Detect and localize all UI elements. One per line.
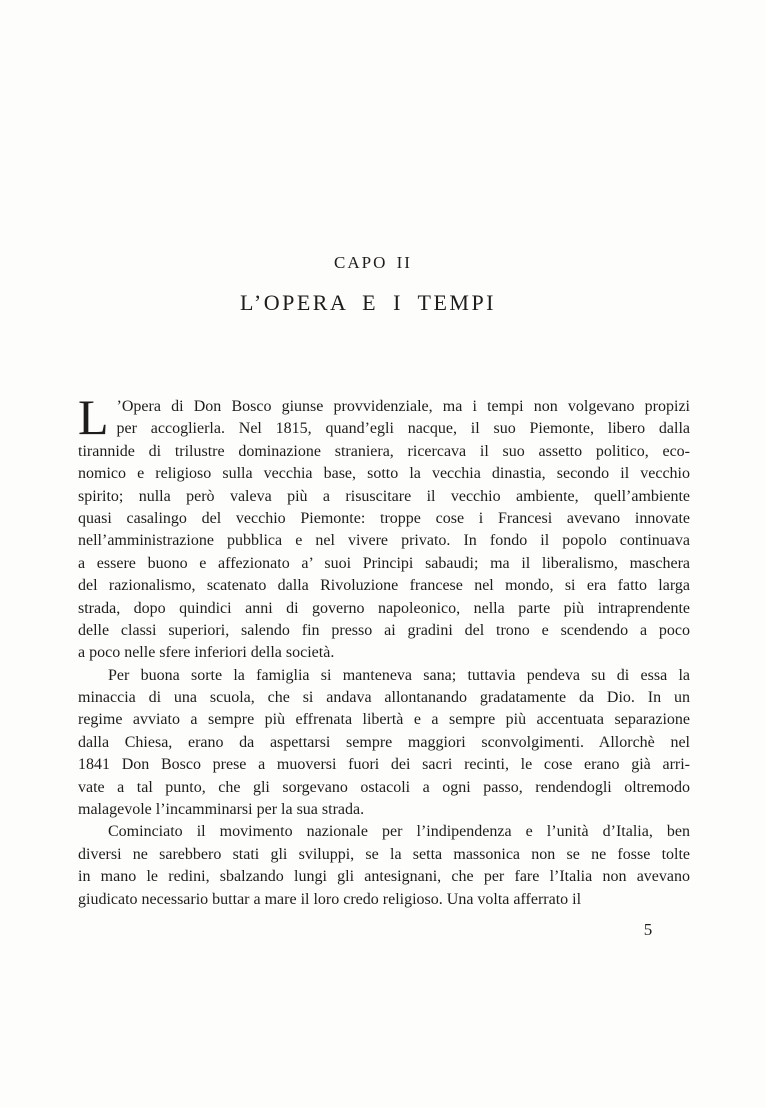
drop-cap: L (78, 389, 109, 445)
text-line: malagevole l’incamminarsi per la sua strada. (78, 801, 365, 819)
text-line: vate a tal punto, che gli sorgevano ostacoli a ogni passo, rendendogli oltremodo (78, 778, 690, 796)
text-line: diversi ne sarebbero stati gli sviluppi, se la setta massonica non se ne fosse tolte (78, 845, 690, 863)
chapter-heading: CAPO II (334, 253, 412, 272)
text-line: tirannide di trilustre dominazione straniera, ricercava il suo assetto politico, eco- (78, 442, 690, 460)
text-line: in mano le redini, sbalzando lungi gli antesignani, che per fare l’Italia non avevano (78, 868, 690, 886)
text-line: a poco nelle sfere inferiori della società. (78, 644, 335, 662)
text-line: strada, dopo quindici anni di governo napoleonico, nella parte più intraprendente (78, 599, 690, 617)
page-number: 5 (643, 920, 653, 939)
paragraph (78, 665, 690, 822)
text-line: quasi casalingo del vecchio Piemonte: troppe cose i Francesi avevano innovate (78, 509, 690, 527)
text-line: del razionalismo, scatenato dalla Rivoluzione francese nel mondo, si era fatto larga (78, 577, 690, 595)
text-line: dalla Chiesa, erano da aspettarsi sempre maggiori sconvolgimenti. Allorchè nel (78, 733, 690, 751)
text-line: giudicato necessario buttar a mare il loro credo religioso. Una volta afferrato il (78, 890, 582, 908)
text-line: minaccia di una scuola, che si andava allontanando gradatamente da Dio. In un (78, 689, 690, 707)
text-line: Cominciato il movimento nazionale per l’indipendenza e l’unità d’Italia, ben (108, 823, 690, 841)
text-line: regime avviato a sempre più effrenata libertà e a sempre più accentuata separazione (78, 711, 690, 729)
text-line: spirito; nulla però valeva più a risuscitare il vecchio ambiente, quell’ambiente (78, 487, 690, 505)
text-line: nell’amministrazione pubblica e nel vivere privato. In fondo il popolo continuava (78, 532, 690, 550)
text-line: delle classi superiori, salendo fin presso ai gradini del trono e scendendo a poco (78, 621, 690, 639)
text-line: Per buona sorte la famiglia si manteneva sana; tuttavia pendeva su di essa la (108, 666, 690, 684)
chapter-title: L’OPERA E I TEMPI (239, 290, 497, 315)
text-line: a essere buono e affezionato a’ suoi Principi sabaudi; ma il liberalismo, maschera (78, 554, 690, 572)
body-text (78, 389, 690, 911)
text-line: ’Opera di Don Bosco giunse provvidenziale, ma i tempi non volgevano propizi (116, 398, 690, 415)
text-line: per accoglierla. Nel 1815, quand’egli nacque, il suo Piemonte, libero dalla (116, 420, 690, 438)
paragraph (78, 821, 690, 911)
paragraph (78, 389, 690, 665)
text-line: 1841 Don Bosco prese a muoversi fuori dei sacri recinti, le cose erano già arri- (78, 756, 690, 774)
text-line: nomico e religioso sulla vecchia base, sotto la vecchia dinastia, secondo il vecchio (78, 465, 690, 483)
